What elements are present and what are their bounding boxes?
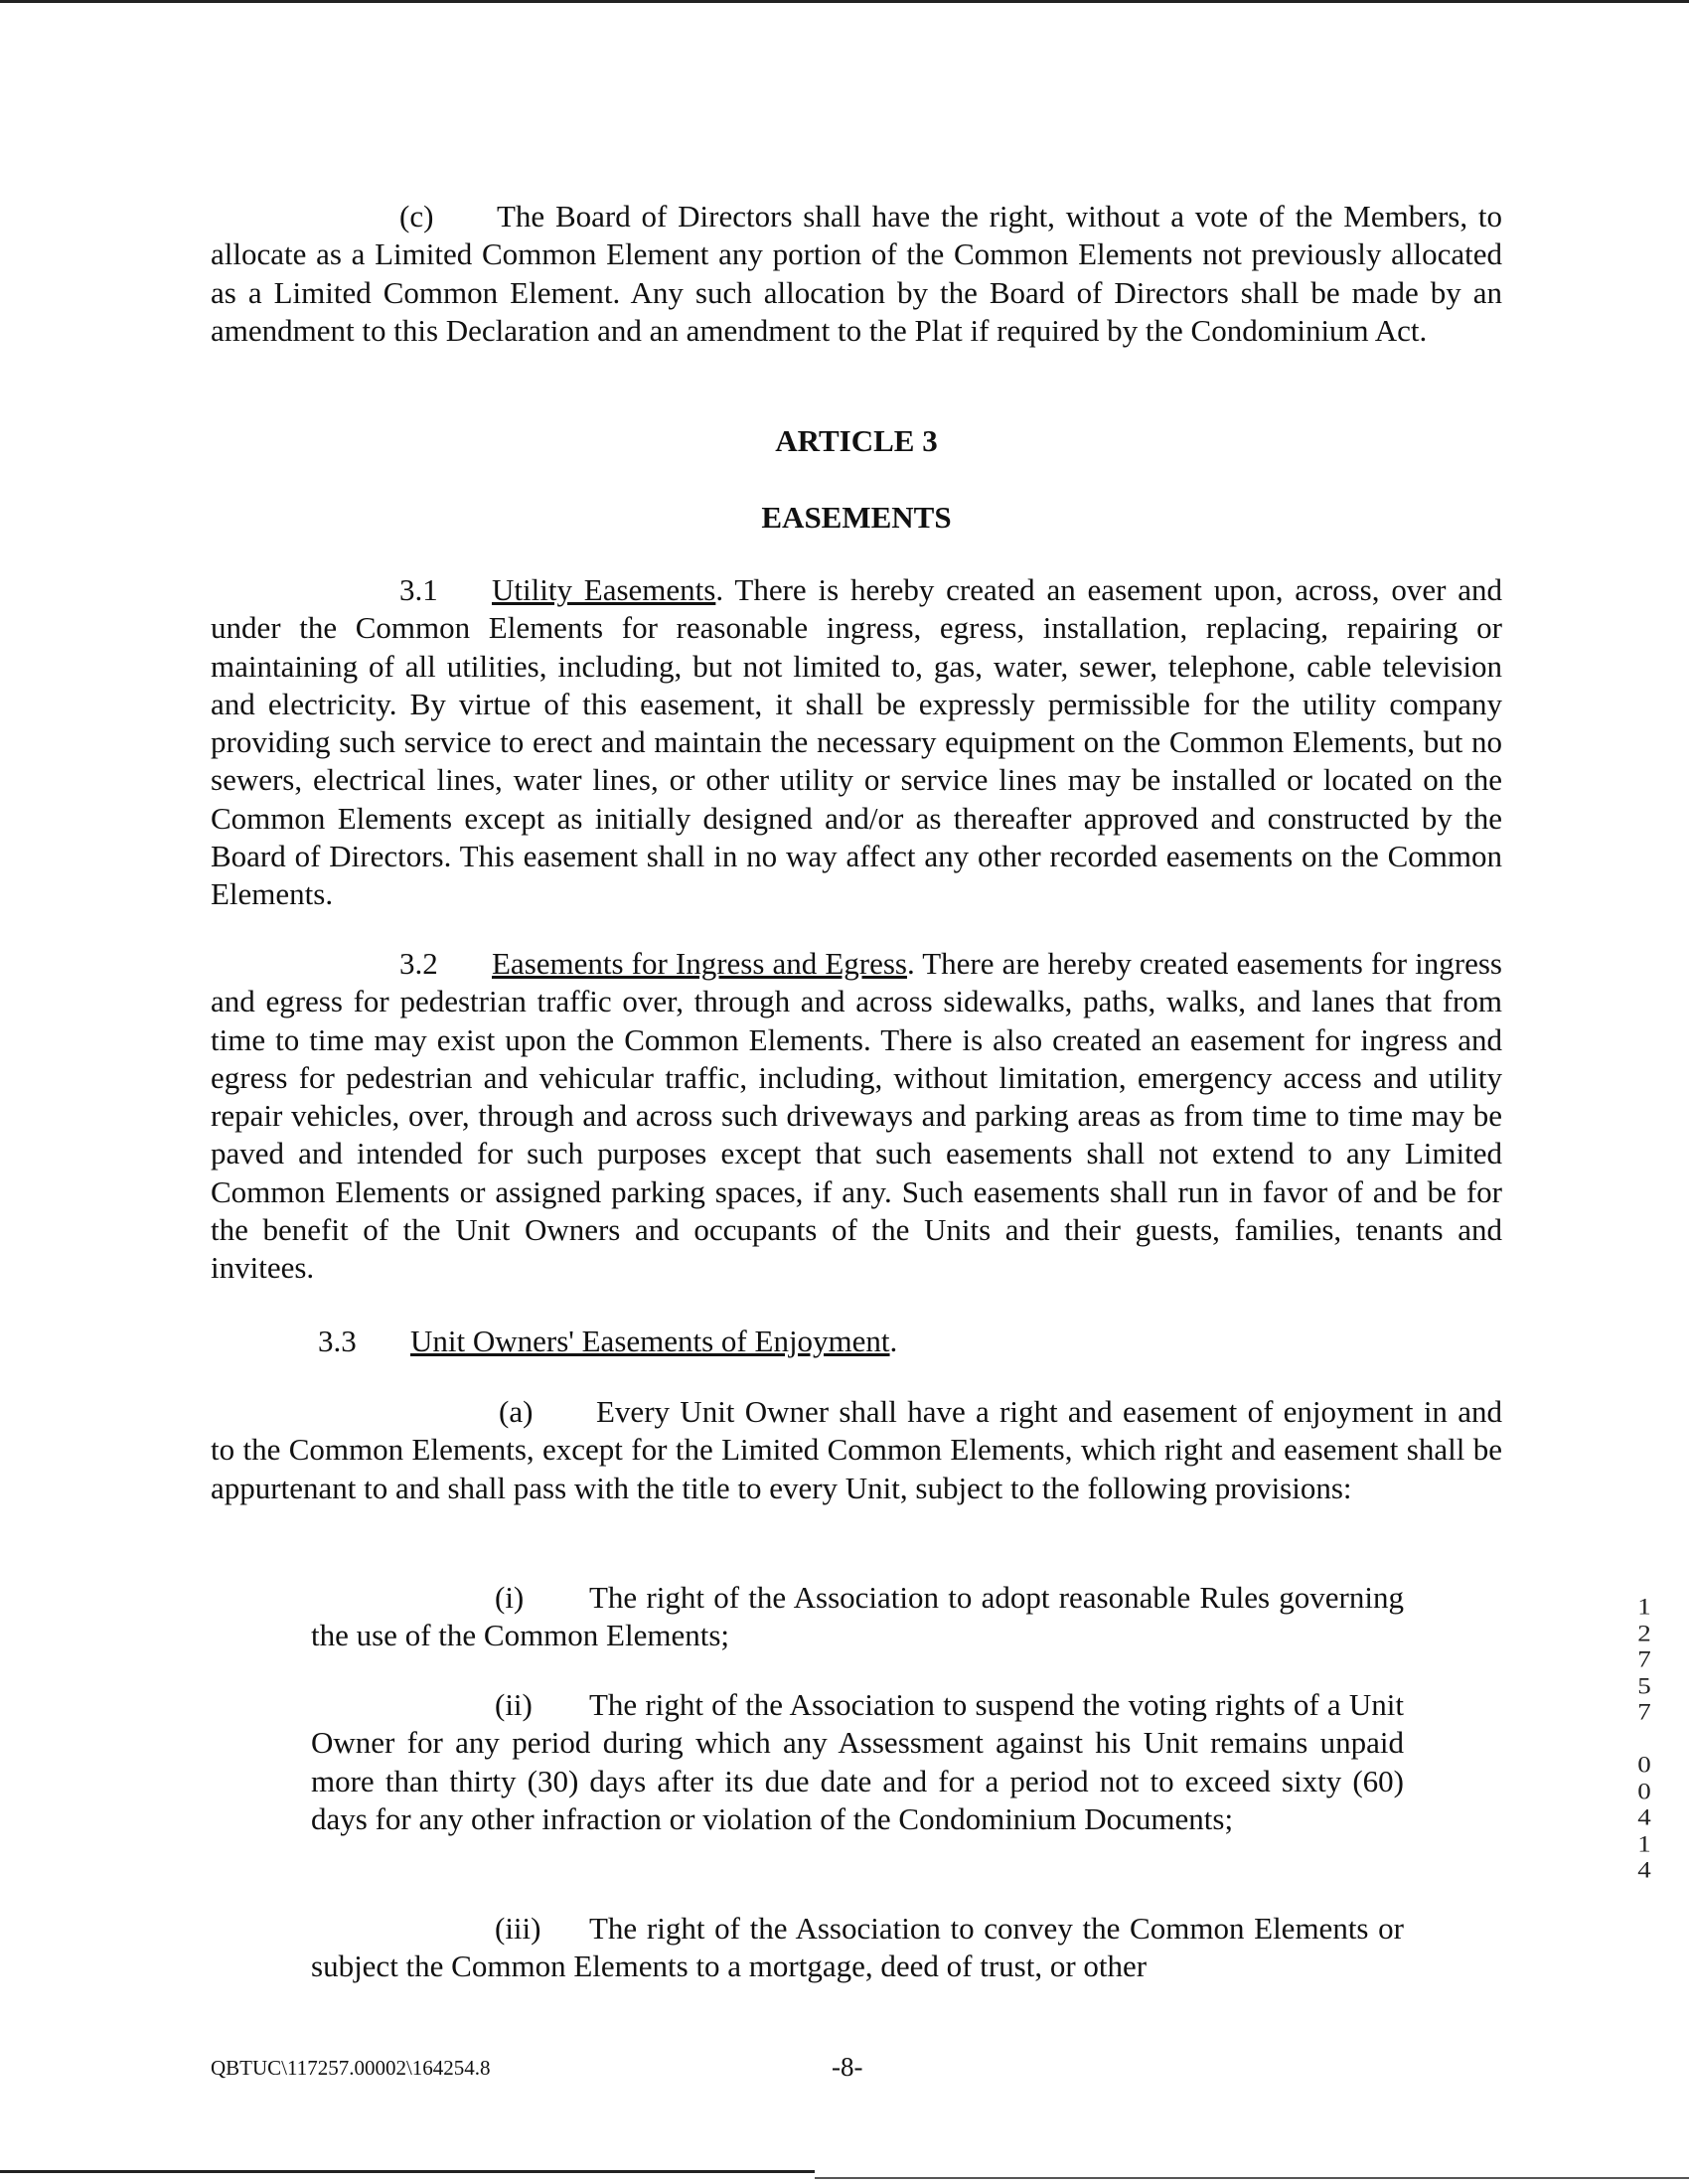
section-3-1 xyxy=(211,571,1502,914)
section-3-1-text: . There is hereby created an easement upon, across, over and under the Common Elements for reasonable ingress, egress, installation, replacing, repairing or maintaining of all utilities, including, but not limited to, gas, water, sewer, telephone, cable television and electricity. By virtue of this easement, it shall be expressly permissible for the utility company providing such service to erect and maintain the necessary equipment on the Common Elements, but no sewers, electrical lines, water lines, or other utility or service lines may be installed or located on the Common Elements except as initially designed and/or as thereafter approved and constructed by the Board of Directors. This easement shall in no way affect any other recorded easements on the Common Elements. xyxy=(211,572,1502,912)
margin-recording-number xyxy=(1629,1594,1659,1884)
article-number: ARTICLE 3 xyxy=(775,423,938,458)
section-3-3-a xyxy=(211,1393,1502,1507)
margin-digit: 7 xyxy=(1637,1699,1651,1725)
item-i xyxy=(311,1579,1404,1655)
margin-digit: 0 xyxy=(1637,1752,1651,1778)
margin-digit: 4 xyxy=(1637,1804,1651,1830)
margin-digit: 1 xyxy=(1637,1830,1651,1857)
item-i-text: The right of the Association to adopt reasonable Rules governing the use of the Common Elements; xyxy=(311,1580,1404,1653)
paragraph-c-label: (c) xyxy=(399,199,434,234)
section-3-3 xyxy=(318,1323,897,1360)
item-i-label: (i) xyxy=(495,1580,525,1615)
top-border-line xyxy=(0,0,1689,3)
margin-digit: 2 xyxy=(1637,1620,1651,1646)
section-3-2-title: Easements for Ingress and Egress xyxy=(492,946,907,981)
margin-digit: 0 xyxy=(1637,1778,1651,1804)
section-3-2 xyxy=(211,945,1502,1288)
item-iii-label: (iii) xyxy=(495,1911,541,1946)
item-iii xyxy=(311,1910,1404,1986)
paragraph-c xyxy=(211,198,1502,350)
margin-digit: 5 xyxy=(1637,1672,1651,1699)
section-3-2-text: . There are hereby created easements for ingress and egress for pedestrian traffic over, through and across sidewalks, paths, walks, and lanes that from time to time may exist upon the Common Elements. There is also created an easement for ingress and egress for pedestrian and vehicular traffic, including, without limitation, emergency access and utility repair vehicles, over, through and across such driveways and parking areas as from time to time may be paved and intended for such purposes except that such easements shall not extend to any Limited Common Elements or assigned parking spaces, if any. Such easements shall run in favor of and be for the benefit of the Unit Owners and occupants of the Units and their guests, families, tenants and invitees. xyxy=(211,946,1502,1286)
margin-digit: 1 xyxy=(1637,1594,1651,1620)
paragraph-c-text: The Board of Directors shall have the right, without a vote of the Members, to allocate as a Limited Common Element any portion of the Common Elements not previously allocated as a Limited Common Element. Any such allocation by the Board of Directors shall be made by an amendment to this Declaration and an amendment to the Plat if required by the Condominium Act. xyxy=(211,199,1502,348)
section-3-3-title: Unit Owners' Easements of Enjoyment xyxy=(410,1324,890,1358)
footer-page-number: -8- xyxy=(832,2052,863,2082)
bottom-border-line-right xyxy=(815,2177,1689,2179)
item-iii-text: The right of the Association to convey the Common Elements or subject the Common Elements to a mortgage, deed of trust, or other xyxy=(311,1911,1404,1984)
section-3-1-number: 3.1 xyxy=(399,572,438,607)
item-ii xyxy=(311,1686,1404,1838)
margin-digit: 4 xyxy=(1637,1857,1651,1883)
section-3-3-period: . xyxy=(889,1324,898,1358)
margin-digit: 7 xyxy=(1637,1646,1651,1672)
item-ii-text: The right of the Association to suspend the voting rights of a Unit Owner for any period during which any Assessment against his Unit remains unpaid more than thirty (30) days after its due date and for a period not to exceed sixty (60) days for any other infraction or violation of the Condominium Documents; xyxy=(311,1687,1404,1836)
item-ii-label: (ii) xyxy=(495,1687,533,1722)
margin-digit xyxy=(1629,1727,1659,1750)
bottom-border-line xyxy=(0,2170,815,2173)
section-3-2-number: 3.2 xyxy=(399,946,438,981)
article-title: EASEMENTS xyxy=(761,500,952,535)
section-3-3-a-text: Every Unit Owner shall have a right and easement of enjoyment in and to the Common Elements, except for the Limited Common Elements, which right and easement shall be appurtenant to and shall pass with the title to every Unit, subject to the following provisions: xyxy=(211,1394,1502,1505)
footer-document-id: QBTUC\117257.00002\164254.8 xyxy=(211,2056,491,2080)
section-3-3-a-label: (a) xyxy=(499,1394,534,1429)
section-3-1-title: Utility Easements xyxy=(492,572,716,607)
section-3-3-number: 3.3 xyxy=(318,1324,357,1358)
